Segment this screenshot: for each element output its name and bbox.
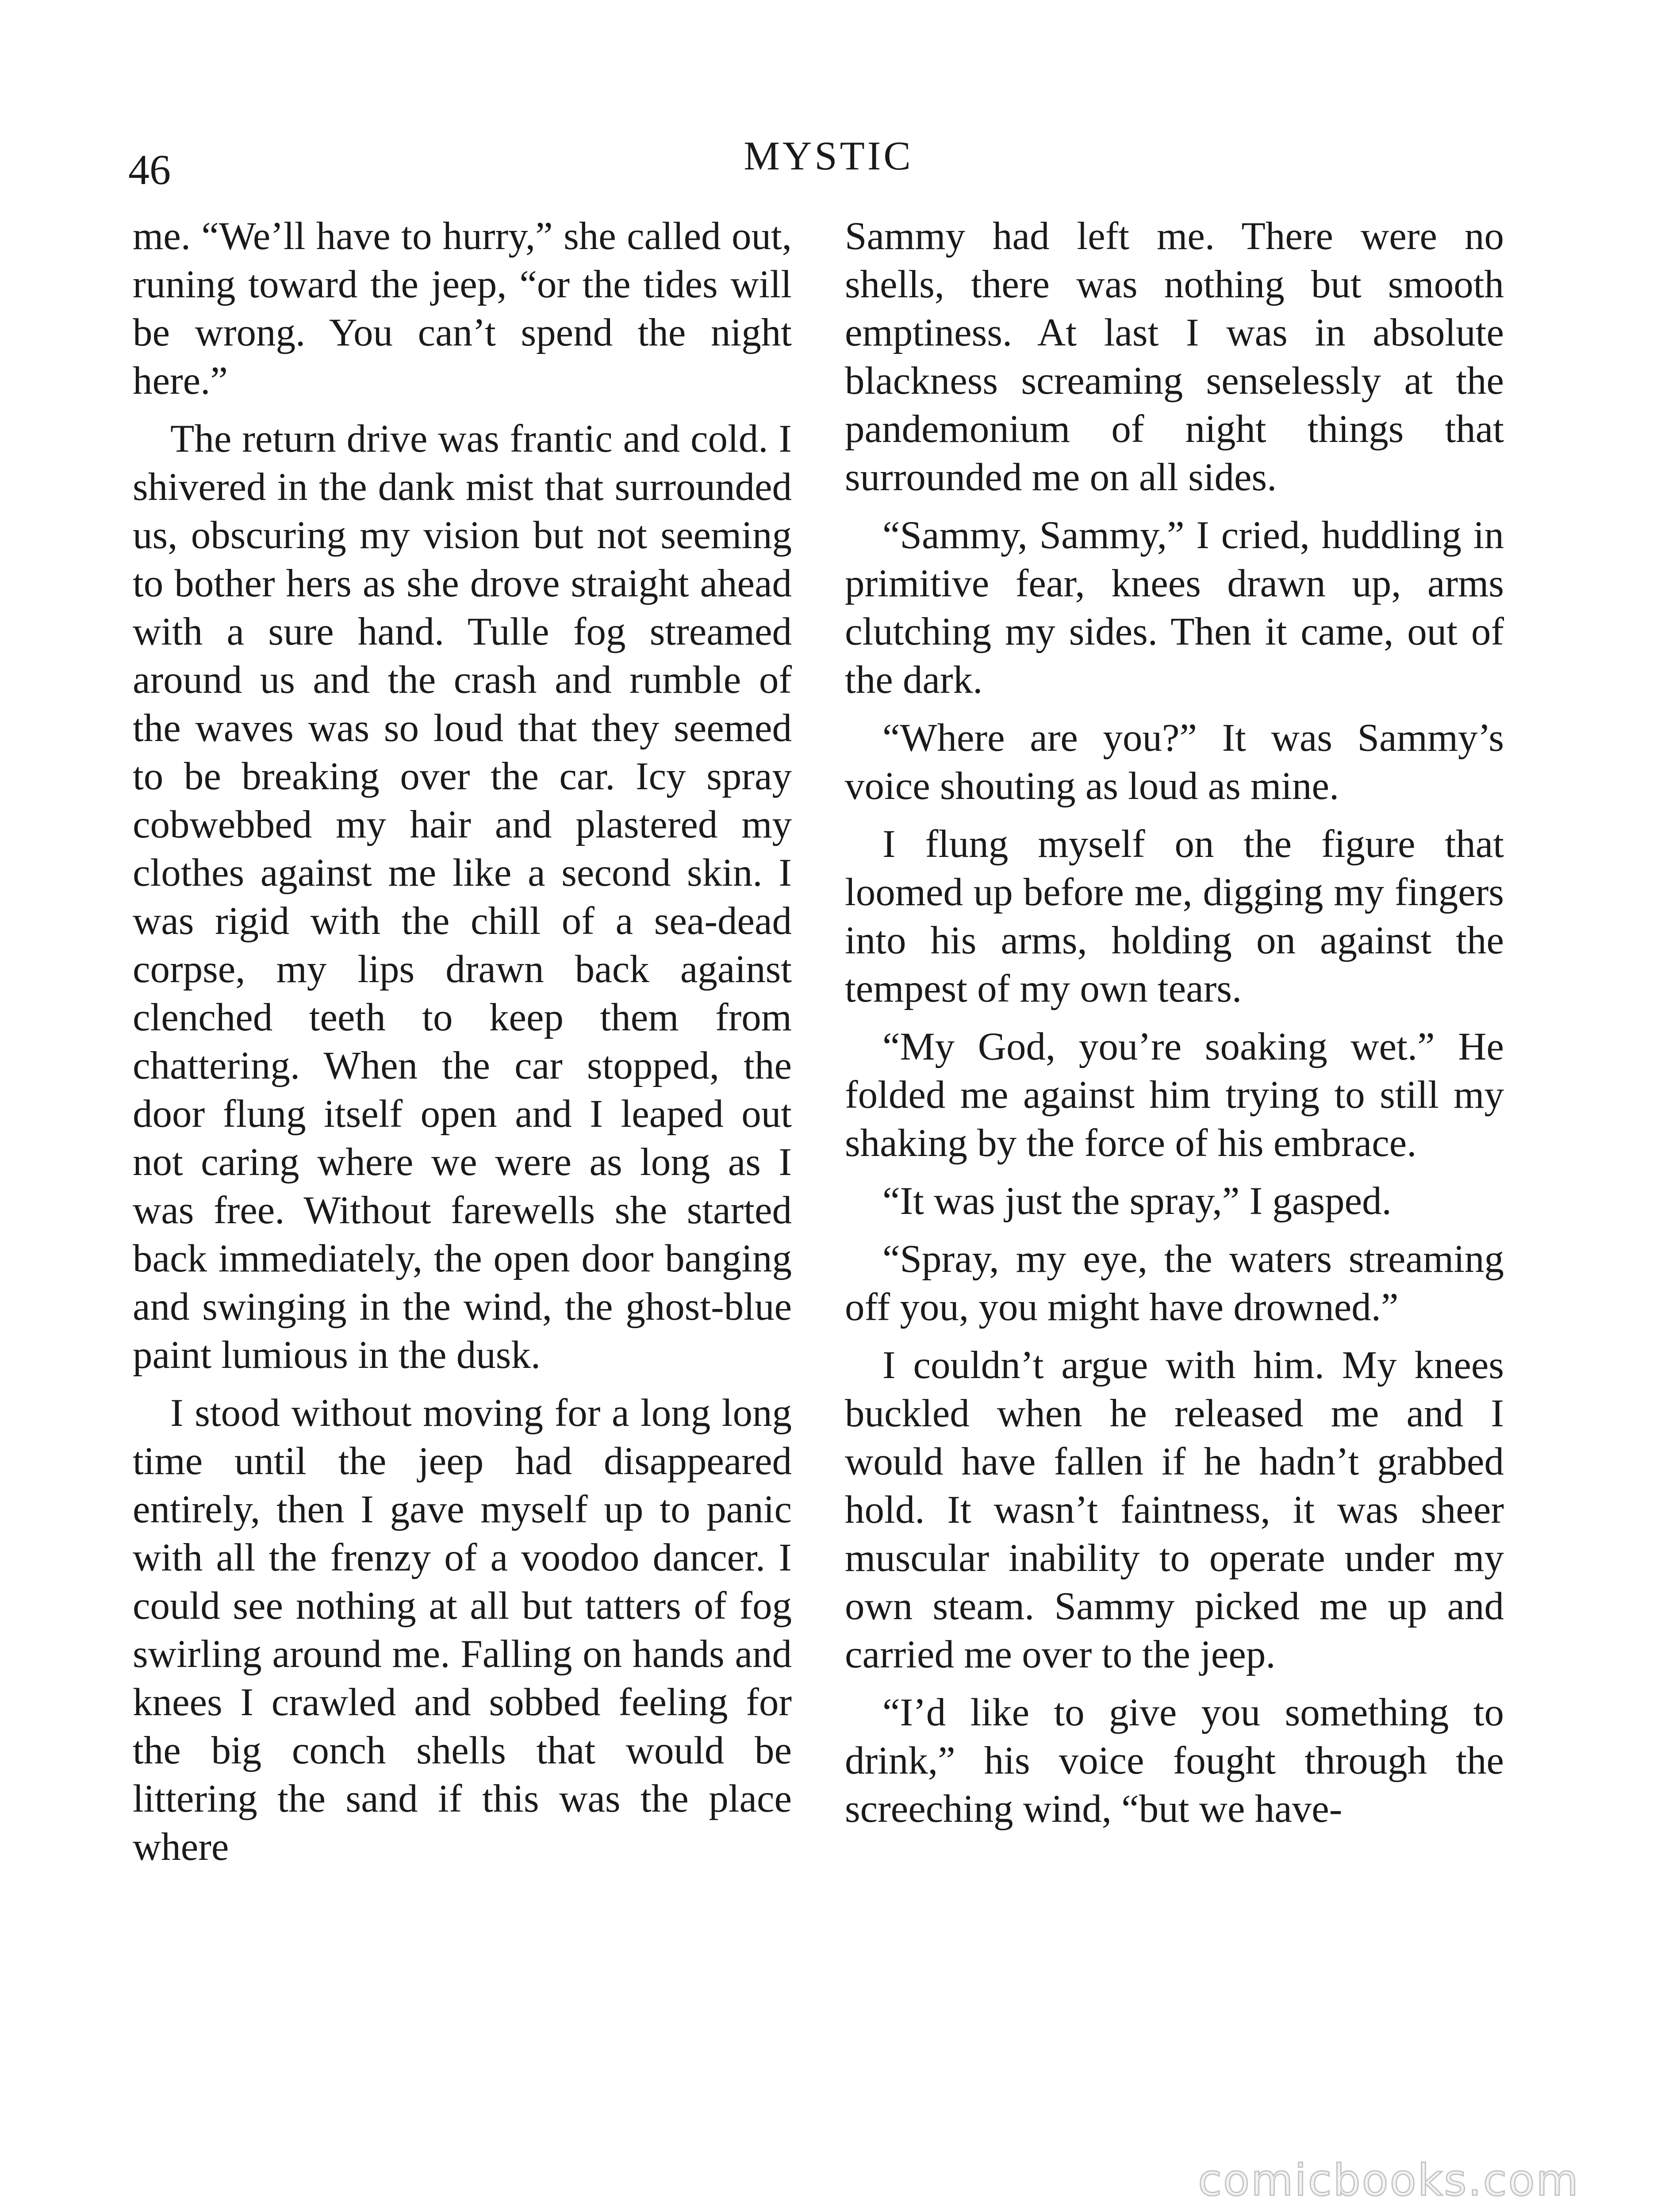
paragraph: me. “We’ll have to hurry,” she called out, runing toward the jeep, “or the tides will be wrong. You can’t spend the night here.” (133, 215, 792, 403)
paragraph: “Spray, my eye, the waters streaming off you, you might have drowned.” (845, 1237, 1504, 1329)
running-title: MYSTIC (744, 133, 913, 178)
paragraph: “My God, you’re soaking wet.” He folded me against him trying to still my shaking by the force of his embrace. (845, 1025, 1504, 1165)
paragraph: I couldn’t argue with him. My knees buckled when he released me and I would have fallen if he hadn’t grabbed hold. It wasn’t faintness, it was sheer muscular inability to operate under my own steam. Sammy picked me up and carried me over to the jeep. (845, 1344, 1504, 1676)
paragraph: I stood without moving for a long long time until the jeep had disappeared entirely, then I gave myself up to panic with all the frenzy of a voodoo dancer. I could see nothing at all but tatters of fog swirling around me. Falling on hands and knees I crawled and sobbed feeling for the big conch shells that would be littering the sand if this was the place where (133, 1391, 792, 1869)
paragraph: I flung myself on the figure that loomed up before me, digging my fingers into his arms, holding on against the tempest of my own tears. (845, 822, 1504, 1010)
text-column-left (133, 212, 792, 1881)
page-number: 46 (128, 146, 171, 193)
paragraph: “I’d like to give you something to drink,” his voice fought through the screeching wind, “but we have- (845, 1691, 1504, 1831)
paragraph: “Where are you?” It was Sammy’s voice shouting as loud as mine. (845, 716, 1504, 808)
paragraph: “Sammy, Sammy,” I cried, huddling in primitive fear, knees drawn up, arms clutching my sides. Then it came, out of the dark. (845, 514, 1504, 702)
paragraph: “It was just the spray,” I gasped. (882, 1179, 1392, 1223)
watermark: comicbooks.com (1198, 2155, 1580, 2206)
text-column-right (845, 212, 1504, 1843)
paragraph: The return drive was frantic and cold. I shivered in the dank mist that surrounded us, obscuring my vision but not seeming to bother hers as she drove straight ahead with a sure hand. Tulle fog streamed around us and the crash and rumble of the waves was so loud that they seemed to be breaking over the car. Icy spray cobwebbed my hair and plastered my clothes against me like a second skin. I was rigid with the chill of a sea-dead corpse, my lips drawn back against clenched teeth to keep them from chattering. When the car stopped, the door flung itself open and I leaped out not caring where we were as long as I was free. Without farewells she started back immediately, the open door banging and swinging in the wind, the ghost-blue paint lumious in the dusk. (133, 417, 792, 1377)
paragraph: Sammy had left me. There were no shells, there was nothing but smooth emptiness. At last I was in absolute blackness screaming senselessly at the pandemonium of night things that surrounded me on all sides. (845, 215, 1504, 499)
